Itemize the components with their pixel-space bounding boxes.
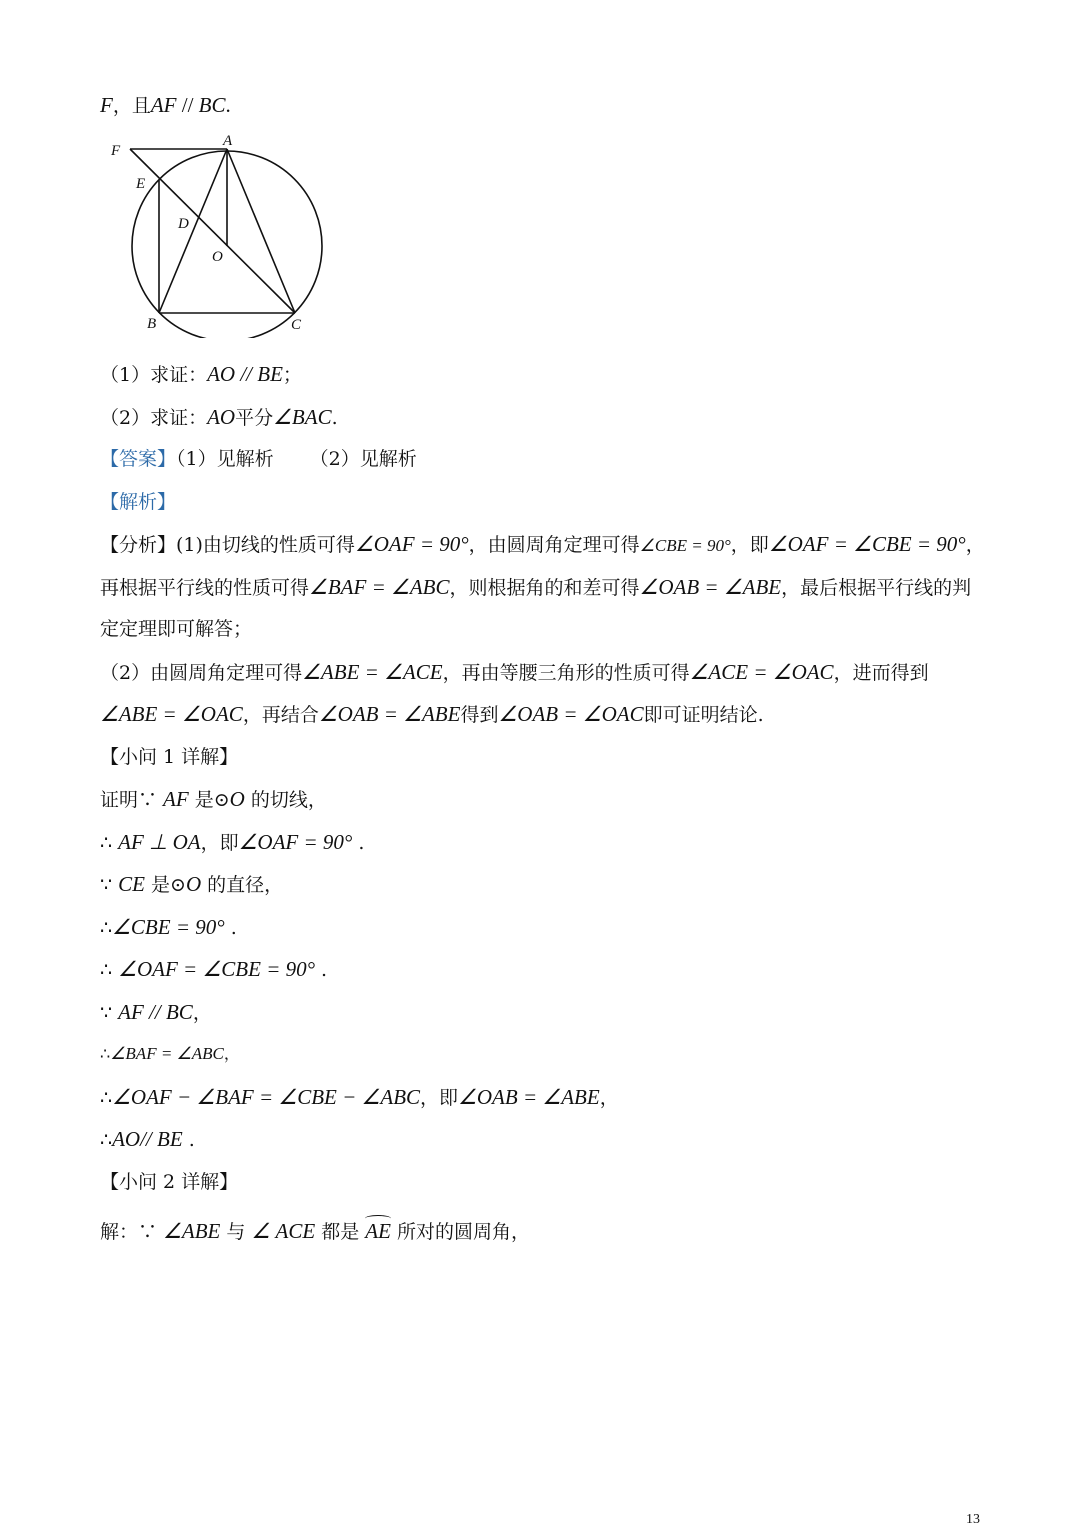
text: ， <box>599 1087 619 1109</box>
q1-end: ； <box>282 364 302 386</box>
text: ，最后根据平行线的判 <box>781 577 972 599</box>
part1-step-9 <box>100 1126 195 1153</box>
fenxi-line-4 <box>100 659 929 686</box>
text: ，由圆周角定理可得 <box>468 534 640 556</box>
text: . <box>182 1129 195 1151</box>
page-number: 13 <box>966 1512 980 1527</box>
part1-step-3 <box>100 871 283 898</box>
text: ∴ <box>100 1087 113 1109</box>
math: AF <box>163 787 189 811</box>
text: ∴ <box>100 832 119 854</box>
text: ∵ <box>100 874 119 896</box>
text: 的直径， <box>201 874 284 896</box>
math: ∠ ACE <box>251 1219 316 1243</box>
math: CE <box>118 872 145 896</box>
text: ，则根据角的和差可得 <box>449 577 640 599</box>
math: ∠BAF = ∠ABC <box>309 575 450 599</box>
math: ∠OAB = ∠ABE <box>318 702 461 726</box>
var-f: F <box>100 93 113 117</box>
fenxi-line-5 <box>100 701 764 728</box>
label-e: E <box>136 176 146 192</box>
text: 都是 <box>315 1221 366 1243</box>
q2-expr: ∠BAC <box>273 405 332 429</box>
text: （2）由圆周角定理可得 <box>100 662 303 684</box>
math: ∠ABE <box>163 1219 221 1243</box>
answer-line <box>100 446 417 472</box>
q2-ao: AO <box>207 405 236 429</box>
math: ∠CBE = 90° <box>639 536 731 555</box>
part1-step-4 <box>100 914 237 941</box>
part1-step-2 <box>100 829 364 856</box>
math: ∠BAF = ∠ABC <box>110 1044 224 1063</box>
text: ∴ <box>100 959 119 981</box>
text: . <box>224 917 237 939</box>
analysis-tag: 【解析】 <box>100 491 177 513</box>
text: 是⊙ <box>188 789 230 811</box>
text: ∴ <box>100 1129 113 1151</box>
math: AO// BE <box>112 1127 183 1151</box>
text: 的切线， <box>244 789 327 811</box>
math: ∠CBE = 90° <box>112 915 225 939</box>
intro-line <box>100 92 231 119</box>
math: ∠OAB = ∠ABE <box>458 1085 600 1109</box>
fenxi-tag: 【分析】 <box>100 534 177 556</box>
math: ∠OAF = ∠CBE = 90° <box>118 957 316 981</box>
text: 证明∵ <box>100 789 164 811</box>
fenxi-line-2 <box>100 574 971 601</box>
text: 是⊙ <box>144 874 186 896</box>
part2-step-1 <box>100 1218 530 1245</box>
question-1 <box>100 361 302 388</box>
segment-ac <box>227 149 295 313</box>
text: ∵ <box>100 1002 119 1024</box>
text: ， <box>965 534 985 556</box>
text: 与 <box>220 1221 252 1243</box>
text: . <box>315 959 328 981</box>
q1-expr: AO // BE <box>207 362 283 386</box>
text: 所对的圆周角， <box>390 1221 530 1243</box>
text: ，再结合 <box>242 704 319 726</box>
answer-1: （1）见解析 <box>176 448 274 470</box>
q2-num: （2）求证： <box>100 407 208 429</box>
intro-text: ，且 <box>112 95 151 117</box>
text: ，即 <box>420 1087 459 1109</box>
q2-mid: 平分 <box>235 407 274 429</box>
text: . <box>352 832 365 854</box>
text: ，即 <box>730 534 769 556</box>
text: ，进而得到 <box>833 662 929 684</box>
part2-tag: 【小问 2 详解】 <box>100 1171 239 1193</box>
math: ∠ABE = ∠OAC <box>100 702 243 726</box>
text: ，即 <box>200 832 239 854</box>
text: ， <box>192 1002 212 1024</box>
var-af: AF <box>150 93 177 117</box>
math: AF // BC <box>118 1000 193 1024</box>
math: O <box>185 872 202 896</box>
text: ， <box>223 1044 240 1063</box>
label-o: O <box>212 249 223 265</box>
math: ∠OAF = 90° <box>354 532 469 556</box>
part1-step-7 <box>100 1041 240 1067</box>
geometry-diagram <box>100 128 330 338</box>
text: 即可证明结论. <box>643 704 764 726</box>
math: ∠ACE = ∠OAC <box>689 660 834 684</box>
part1-step-1 <box>100 786 327 813</box>
math: ∠OAF = 90° <box>238 830 353 854</box>
fenxi-line-3: 定定理即可解答； <box>100 618 253 640</box>
math: ∠OAF − ∠BAF = ∠CBE − ∠ABC <box>112 1085 421 1109</box>
math: ∠OAB = ∠ABE <box>639 575 782 599</box>
segment-ab <box>159 149 227 313</box>
part1-step-5 <box>100 956 327 983</box>
part1-tag: 【小问 1 详解】 <box>100 746 239 768</box>
math: AF ⊥ OA <box>118 830 201 854</box>
segment-fc <box>130 149 295 313</box>
part1-step-6 <box>100 999 212 1026</box>
label-c: C <box>291 317 302 333</box>
label-d: D <box>178 216 189 232</box>
question-2 <box>100 404 338 431</box>
q2-end: . <box>331 407 338 429</box>
text: 得到 <box>460 704 499 726</box>
text: ，再由等腰三角形的性质可得 <box>442 662 690 684</box>
math: ∠OAF = ∠CBE = 90° <box>768 532 966 556</box>
label-f: F <box>111 143 121 159</box>
fenxi-line-1 <box>100 531 985 559</box>
answer-tag: 【答案】 <box>100 448 177 470</box>
answer-2: （2）见解析 <box>309 448 417 470</box>
q1-num: （1）求证： <box>100 364 208 386</box>
arc-ae: AE <box>365 1219 391 1243</box>
math: ∠OAB = ∠OAC <box>498 702 644 726</box>
text: ∴ <box>100 917 113 939</box>
math: ∠ABE = ∠ACE <box>302 660 443 684</box>
text: 解：∵ <box>100 1221 164 1243</box>
label-b: B <box>147 316 157 332</box>
text: ∴ <box>100 1044 111 1063</box>
var-bc: BC <box>198 93 226 117</box>
text: (1)由切线的性质可得 <box>176 534 355 556</box>
intro-dot: . <box>225 93 231 117</box>
math: O <box>229 787 245 811</box>
text: 再根据平行线的性质可得 <box>100 577 310 599</box>
label-a: A <box>223 133 233 149</box>
parallel-sign: // <box>176 93 199 117</box>
part1-step-8 <box>100 1084 619 1111</box>
